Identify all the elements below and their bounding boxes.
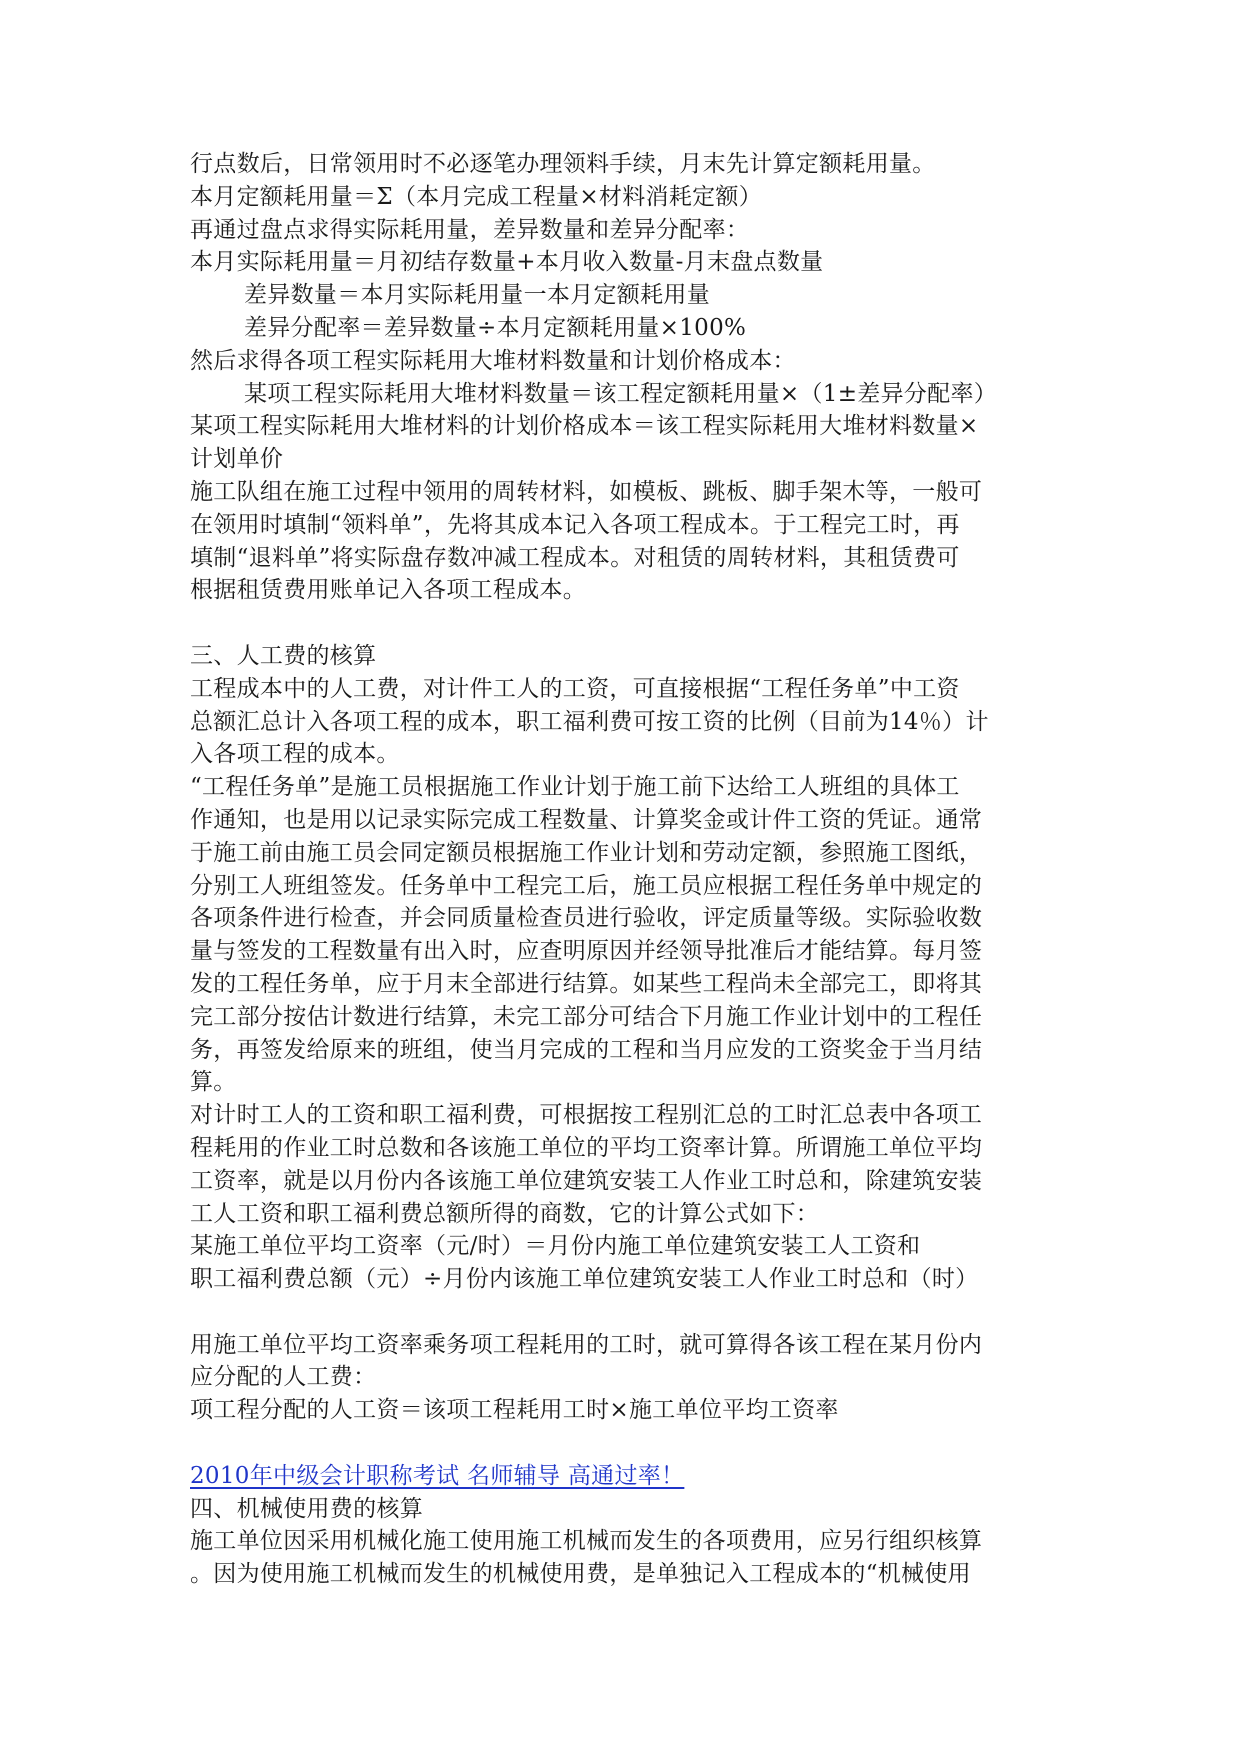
formula-line: 差异数量＝本月实际耗用量一本月定额耗用量 [244, 282, 710, 309]
section-heading: 三、人工费的核算 [190, 642, 377, 669]
formula-line: 某项工程实际耗用大堆材料数量＝该工程定额耗用量×（1±差异分配率） [244, 380, 998, 407]
formula-line: 某项工程实际耗用大堆材料的计划价格成本＝该工程实际耗用大堆材料数量× [190, 413, 979, 440]
text-line: 量与签发的工程数量有出入时，应查明原因并经领导批准后才能结算。每月签 [190, 938, 983, 965]
text-line: 各项条件进行检查，并会同质量检查员进行验收，评定质量等级。实际验收数 [190, 905, 983, 932]
text-line: 务，再签发给原来的班组，使当月完成的工程和当月应发的工资奖金于当月结 [190, 1036, 983, 1063]
text-line: 用施工单位平均工资率乘务项工程耗用的工时，就可算得各该工程在某月份内 [190, 1331, 983, 1358]
text-line: 入各项工程的成本。 [190, 741, 400, 768]
text-line: 在领用时填制“领料单”，先将其成本记入各项工程成本。于工程完工时，再 [190, 511, 960, 538]
text-line: 于施工前由施工员会同定额员根据施工作业计划和劳动定额，参照施工图纸， [190, 839, 983, 866]
text-line: 程耗用的作业工时总数和各该施工单位的平均工资率计算。所谓施工单位平均 [190, 1134, 983, 1161]
text-line: 作通知，也是用以记录实际完成工程数量、计算奖金或计件工资的凭证。通常 [190, 806, 983, 833]
text-line: 完工部分按估计数进行结算，未完工部分可结合下月施工作业计划中的工程任 [190, 1003, 983, 1030]
blank-line [190, 1296, 1060, 1329]
blank-line [190, 607, 1060, 640]
text-line: 算。 [190, 1069, 237, 1096]
text-line: 应分配的人工费： [190, 1364, 377, 1391]
text-line: 施工单位因采用机械化施工使用施工机械而发生的各项费用，应另行组织核算 [190, 1528, 983, 1555]
formula-line: 计划单价 [190, 446, 284, 473]
text-line: 工人工资和职工福利费总额所得的商数，它的计算公式如下： [190, 1200, 820, 1227]
text-line: 总额汇总计入各项工程的成本，职工福利费可按工资的比例（目前为14％）计 [190, 708, 989, 735]
text-line: 工资率，就是以月份内各该施工单位建筑安装工人作业工时总和，除建筑安装 [190, 1167, 983, 1194]
task-order-paragraph [190, 771, 1060, 1099]
allocation-paragraph [190, 1329, 1060, 1427]
document-page [190, 148, 1060, 1591]
text-line: 填制“退料单”将实际盘存数冲减工程成本。对租赁的周转材料，其租赁费可 [190, 544, 960, 571]
text-line: 分别工人班组签发。任务单中工程完工后，施工员应根据工程任务单中规定的 [190, 872, 983, 899]
blank-line [190, 1427, 1060, 1460]
exam-ad-link[interactable]: 2010年中级会计职称考试 名师辅导 高通过率！ [190, 1462, 685, 1489]
text-line: 发的工程任务单，应于月末全部进行结算。如某些工程尚未全部完工，即将其 [190, 970, 983, 997]
text-line: 施工队组在施工过程中领用的周转材料，如模板、跳板、脚手架木等，一般可 [190, 478, 983, 505]
hourly-wage-paragraph [190, 1099, 1060, 1296]
formula-line: 本月定额耗用量＝Σ（本月完成工程量×材料消耗定额） [190, 183, 763, 210]
formula-line: 项工程分配的人工资＝该项工程耗用工时×施工单位平均工资率 [190, 1397, 839, 1424]
ad-link-row [190, 1460, 1060, 1493]
text-line: 根据租赁费用账单记入各项工程成本。 [190, 577, 587, 604]
text-line: 工程成本中的人工费，对计件工人的工资，可直接根据“工程任务单”中工资 [190, 675, 960, 702]
text-line: 然后求得各项工程实际耗用大堆材料数量和计划价格成本： [190, 347, 796, 374]
text-line: 。因为使用施工机械而发生的机械使用费，是单独记入工程成本的“机械使用 [190, 1561, 971, 1588]
text-line: 再通过盘点求得实际耗用量，差异数量和差异分配率： [190, 216, 750, 243]
text-line: “工程任务单”是施工员根据施工作业计划于施工前下达给工人班组的具体工 [190, 774, 960, 801]
formula-line: 职工福利费总额（元）÷月份内该施工单位建筑安装工人作业工时总和（时） [190, 1266, 979, 1293]
text-line: 对计时工人的工资和职工福利费，可根据按工程别汇总的工时汇总表中各项工 [190, 1102, 983, 1129]
section-heading: 四、机械使用费的核算 [190, 1495, 423, 1522]
machine-paragraph [190, 1525, 1060, 1591]
text-line: 行点数后，日常领用时不必逐笔办理领料手续，月末先计算定额耗用量。 [190, 151, 936, 177]
formula-line: 本月实际耗用量＝月初结存数量+本月收入数量-月末盘点数量 [190, 249, 824, 276]
formula-line: 某施工单位平均工资率（元/时）＝月份内施工单位建筑安装工人工资和 [190, 1233, 921, 1260]
labor-paragraph [190, 673, 1060, 771]
formula-line: 差异分配率＝差异数量÷本月定额耗用量×100% [244, 314, 747, 341]
turnover-paragraph [190, 476, 1060, 607]
